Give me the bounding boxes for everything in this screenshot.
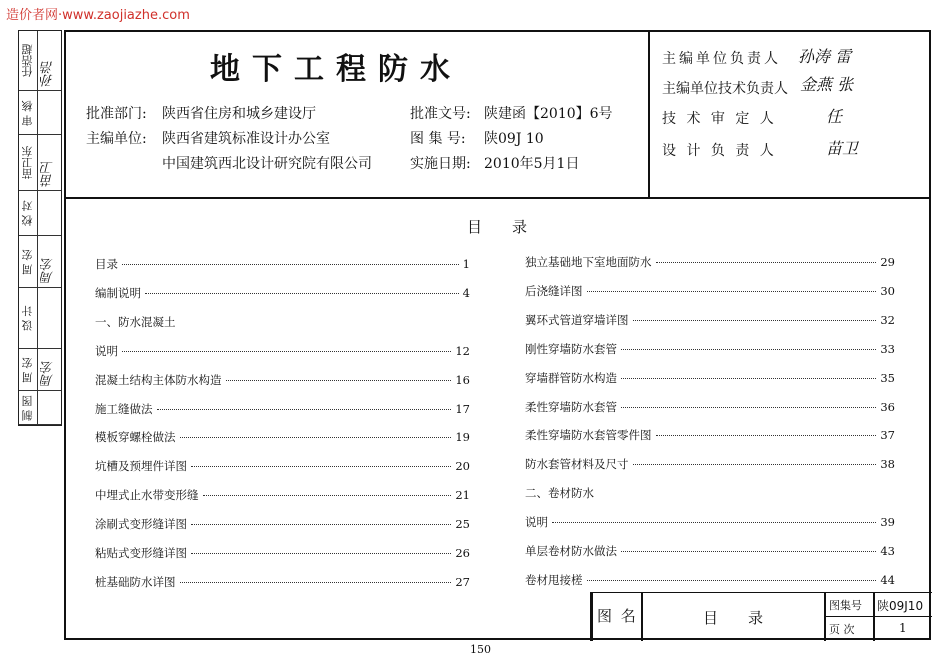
toc-entry[interactable] — [95, 574, 470, 590]
toc-entry[interactable] — [95, 429, 470, 445]
title-block-page-label: 页 次 — [829, 623, 855, 636]
toc-entry-title: 刚性穿墙防水套管 — [525, 341, 617, 356]
side-strip-label: 设 计 — [21, 305, 34, 332]
side-strip-label: 周 宏 — [21, 357, 34, 383]
toc-leader-dots — [633, 320, 877, 321]
toc-leader-dots — [656, 262, 877, 263]
toc-entry-title: 说明 — [95, 343, 118, 358]
toc-leader-dots — [587, 580, 877, 581]
resp-3: 技 术 审 定 人 — [662, 111, 777, 127]
toc-leader-dots — [621, 349, 876, 350]
side-signature-strip — [18, 30, 62, 426]
toc-entry-title: 穿墙群管防水构造 — [525, 370, 617, 385]
toc-entry-page: 12 — [455, 343, 470, 358]
toc-entry[interactable] — [525, 399, 895, 415]
toc-leader-dots — [191, 466, 451, 467]
toc-entry[interactable] — [525, 427, 895, 443]
toc-entry[interactable] — [525, 283, 895, 299]
title-block-name-label: 图 名 — [597, 607, 638, 625]
side-strip-cell — [19, 31, 61, 91]
toc-entry[interactable] — [525, 543, 895, 559]
toc-leader-dots — [157, 409, 452, 410]
atlas-no-label: 图 集 号: — [410, 131, 466, 147]
toc-entry[interactable] — [95, 285, 470, 301]
toc-entry-title: 中埋式止水带变形缝 — [95, 488, 199, 503]
toc-leader-dots — [621, 407, 876, 408]
toc-entry[interactable] — [95, 372, 470, 388]
toc-entry-title: 桩基础防水详图 — [95, 574, 176, 589]
approval-no: 陕建函【2010】6号 — [484, 106, 613, 122]
toc-entry[interactable] — [525, 254, 895, 270]
toc-leader-dots — [587, 291, 877, 292]
toc-entry[interactable] — [525, 456, 895, 472]
toc-entry[interactable] — [525, 341, 895, 357]
toc-entry-page: 16 — [455, 372, 470, 387]
toc-entry-page: 29 — [880, 255, 895, 269]
toc-entry-page: 27 — [455, 574, 470, 589]
toc-entry-title: 柔性穿墙防水套管 — [525, 399, 617, 414]
toc-entry-page: 30 — [880, 283, 895, 298]
toc-leader-dots — [621, 378, 876, 379]
toc-entry-page: 20 — [455, 459, 470, 474]
toc-leader-dots — [621, 551, 876, 552]
toc-entry-title: 后浇缝详图 — [525, 283, 583, 298]
toc-section-heading: 二、卷材防水 — [525, 486, 594, 501]
header-divider — [648, 30, 650, 198]
toc-entry-title: 翼环式管道穿墙详图 — [525, 312, 629, 327]
toc-entry-page: 4 — [462, 285, 470, 300]
atlas-no: 陕09J 10 — [484, 131, 544, 147]
toc-entry-page: 26 — [455, 546, 470, 560]
toc-leader-dots — [633, 464, 877, 465]
side-strip-cell — [19, 391, 61, 425]
toc-entry[interactable] — [95, 516, 470, 532]
title-block-atlas: 陕09J10 — [877, 599, 924, 613]
toc-entry[interactable] — [95, 343, 470, 359]
side-strip-signature: 孙浩 — [41, 61, 56, 87]
toc-entry-page: 32 — [880, 312, 895, 327]
toc-entry[interactable] — [95, 545, 470, 561]
toc-leader-dots — [122, 351, 451, 352]
toc-entry-title: 防水套管材料及尺寸 — [525, 457, 629, 472]
toc-entry-page: 21 — [455, 488, 470, 503]
toc-entry-page: 25 — [455, 517, 470, 532]
impl-date-label: 实施日期: — [410, 156, 471, 172]
side-strip-cell — [19, 288, 61, 349]
impl-date: 2010年5月1日 — [484, 156, 580, 172]
toc-entry[interactable] — [525, 572, 895, 588]
editor-label: 主编单位: — [86, 131, 147, 147]
toc-leader-dots — [552, 522, 876, 523]
toc-entry-page: 38 — [880, 457, 895, 472]
toc-entry-page: 43 — [880, 544, 895, 558]
toc-entry-page: 1 — [462, 257, 470, 271]
side-strip-cell — [19, 191, 61, 236]
side-strip-signature: 周宏 — [41, 258, 56, 284]
toc-entry-title: 编制说明 — [95, 285, 141, 300]
toc-entry-title: 目录 — [95, 257, 118, 271]
toc-entry-page: 44 — [880, 572, 895, 587]
editor-2: 中国建筑西北设计研究院有限公司 — [162, 156, 372, 172]
side-strip-label: 制 图 — [21, 395, 34, 421]
toc-title: 目 录 — [467, 218, 528, 236]
resp-4: 设 计 负 责 人 — [662, 143, 777, 159]
toc-entry-page: 33 — [880, 341, 895, 356]
toc-entry[interactable] — [95, 458, 470, 474]
side-strip-signature: 周宏 — [41, 361, 56, 387]
toc-entry-title: 柔性穿墙防水套管零件图 — [525, 428, 652, 443]
toc-leader-dots — [203, 495, 452, 496]
toc-entry-title: 模板穿螺栓做法 — [95, 430, 176, 445]
side-strip-label: 苗卫东 — [21, 146, 34, 180]
toc-entry-page: 36 — [880, 399, 895, 414]
toc-entry-title: 施工缝做法 — [95, 401, 153, 416]
resp-1: 主编单位负责人 — [662, 51, 781, 67]
toc-entry-title: 说明 — [525, 515, 548, 530]
header-bottom-line — [64, 197, 931, 199]
editor-1: 陕西省建筑标准设计办公室 — [162, 131, 330, 147]
toc-leader-dots — [191, 553, 451, 554]
toc-entry-page: 37 — [880, 428, 895, 443]
toc-entry[interactable] — [95, 401, 470, 417]
title-block — [590, 592, 932, 641]
toc-entry-page: 35 — [880, 370, 895, 385]
toc-entry[interactable] — [525, 370, 895, 386]
toc-leader-dots — [145, 293, 459, 294]
toc-entry-title: 粘贴式变形缝详图 — [95, 546, 187, 560]
toc-entry[interactable] — [525, 514, 895, 530]
sheet-number: 150 — [470, 643, 491, 656]
toc-entry-title: 独立基础地下室地面防水 — [525, 255, 652, 269]
toc-leader-dots — [191, 524, 451, 525]
toc-entry-title: 混凝土结构主体防水构造 — [95, 372, 222, 387]
side-strip-cell — [19, 91, 61, 135]
toc-entry[interactable] — [95, 487, 470, 503]
toc-entry[interactable] — [95, 256, 470, 272]
side-strip-cell — [19, 236, 61, 288]
title-block-atlas-label: 图集号 — [829, 599, 862, 612]
toc-leader-dots — [180, 437, 452, 438]
resp-3-signature: 任 — [826, 107, 843, 126]
toc-leader-dots — [122, 264, 459, 265]
toc-leader-dots — [226, 380, 452, 381]
toc-entry-title: 卷材甩接槎 — [525, 572, 583, 587]
side-strip-cell — [19, 349, 61, 391]
resp-2: 主编单位技术负责人 — [662, 81, 788, 97]
page-title: 地下工程防水 — [210, 52, 462, 87]
approval-dept: 陕西省住房和城乡建设厅 — [162, 106, 316, 122]
watermark: 造价者网·www.zaojiazhe.com — [6, 8, 190, 23]
toc-entry-title: 单层卷材防水做法 — [525, 544, 617, 558]
side-strip-label: 校 对 — [21, 200, 34, 227]
resp-2-signature: 金燕 张 — [800, 75, 854, 94]
toc-entry-page: 17 — [455, 401, 470, 416]
toc-entry-page: 39 — [880, 515, 895, 530]
approval-dept-label: 批准部门: — [86, 106, 147, 122]
side-strip-label: 周 宏 — [21, 249, 34, 275]
approval-no-label: 批准文号: — [410, 106, 471, 122]
toc-entry-title: 涂刷式变形缝详图 — [95, 517, 187, 532]
title-block-name: 目 录 — [703, 609, 764, 627]
resp-1-signature: 孙涛 雷 — [798, 47, 852, 66]
title-block-page: 1 — [899, 621, 907, 635]
side-strip-signature: 苗卫 — [41, 161, 56, 187]
toc-leader-dots — [656, 435, 877, 436]
toc-leader-dots — [180, 582, 452, 583]
toc-entry[interactable] — [525, 312, 895, 328]
toc-section-heading: 一、防水混凝土 — [95, 314, 176, 329]
toc-entry-page: 19 — [455, 430, 470, 445]
side-strip-label: 任浩超 — [21, 44, 34, 78]
toc-entry-title: 坑槽及预埋件详图 — [95, 459, 187, 474]
side-strip-cell — [19, 135, 61, 191]
resp-4-signature: 苗卫 — [826, 139, 859, 158]
side-strip-label: 审 核 — [21, 100, 34, 126]
